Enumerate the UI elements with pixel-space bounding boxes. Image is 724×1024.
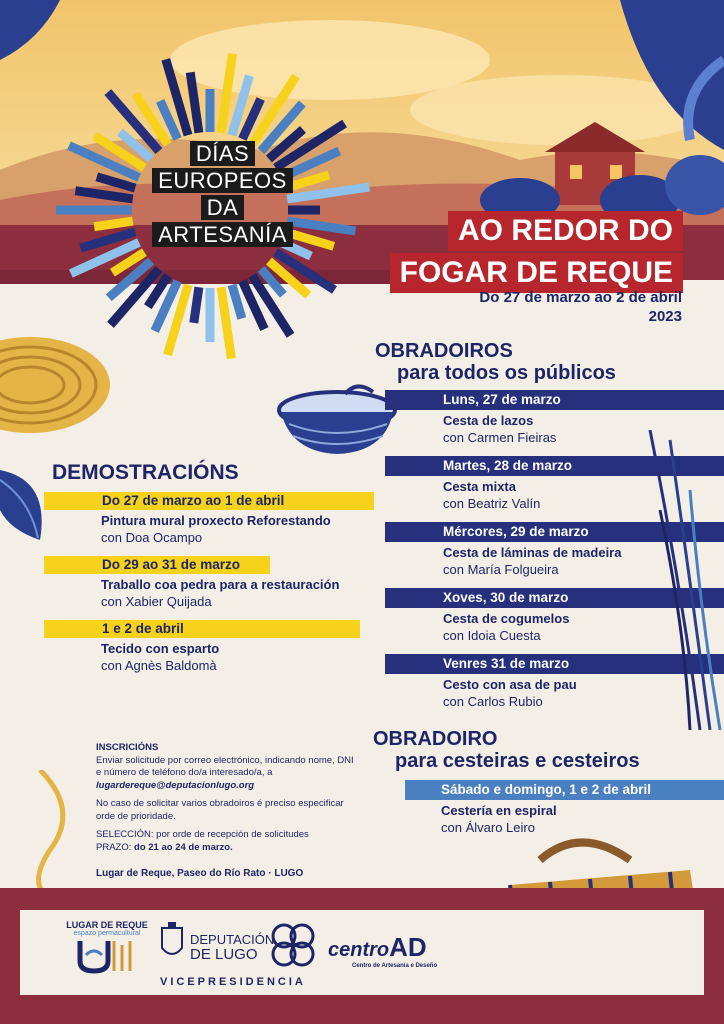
- registration-selection: SELECCIÓN: por orde de recepción de solicitudes: [96, 829, 309, 840]
- demonstration-title: Tecido con esparto: [101, 641, 220, 656]
- workshop-host: con María Folgueira: [443, 562, 559, 577]
- centro-word: centro: [328, 939, 390, 961]
- workshop-title: Cesta mixta: [443, 479, 516, 494]
- headline: [383, 210, 683, 294]
- burst-stripe: [221, 287, 231, 358]
- demonstration-list: [44, 492, 374, 674]
- burst-stripe: [221, 54, 232, 133]
- registration-priority: No caso de solicitar varios obradoiros é preciso especificar orde de prioridade.: [96, 798, 344, 822]
- registration-info: [96, 742, 361, 881]
- workshop-date: Venres 31 de marzo: [385, 654, 724, 674]
- deputacion-line-1: DEPUTACIÓN: [190, 932, 275, 947]
- registration-email[interactable]: lugardereque@deputacionlugo.org: [96, 779, 255, 791]
- deadline-value: do 21 ao 24 de marzo.: [134, 841, 233, 853]
- demonstration-date: Do 27 de marzo ao 1 de abril: [44, 492, 374, 510]
- burst-stripe: [94, 221, 133, 227]
- headline-line: FOGAR DE REQUE: [390, 253, 683, 293]
- centro-sub: Centro de Artesanía e Deseño: [352, 963, 438, 969]
- demonstration-date: 1 e 2 de abril: [44, 620, 360, 638]
- demonstration-item: [44, 556, 374, 610]
- workshop-title: Cesta de lazos: [443, 413, 534, 428]
- demonstration-host: con Xabier Quijada: [101, 594, 212, 609]
- burst-stripe: [75, 191, 132, 199]
- demonstration-title: Pintura mural proxecto Reforestando: [101, 513, 331, 528]
- workshop-host: con Idoia Cuesta: [443, 628, 541, 643]
- workshops-title: OBRADOIROS: [375, 340, 513, 362]
- basket-workshop-subheading: para cesteiras e cesteiros: [395, 750, 640, 772]
- registration-heading: INSCRICIÓNS: [96, 742, 159, 753]
- date-range-year: 2023: [648, 308, 682, 325]
- vicepresidencia: VICEPRESIDENCIA: [160, 976, 306, 988]
- basket-workshop-subtitle: Cestería en espiral: [441, 803, 557, 818]
- workshop-date: Mércores, 29 de marzo: [385, 522, 724, 542]
- workshop-host: con Carlos Rubio: [443, 694, 543, 709]
- basket-workshop-title: [373, 728, 640, 772]
- basket-workshop-heading: OBRADOIRO: [373, 728, 498, 750]
- workshop-date: Martes, 28 de marzo: [385, 456, 724, 476]
- demonstration-title: Traballo coa pedra para a restauración: [101, 577, 340, 592]
- demonstration-item: [44, 620, 374, 674]
- deputacion-line-2: DE LUGO: [190, 946, 258, 963]
- workshop-date: Xoves, 30 de marzo: [385, 588, 724, 608]
- reque-logo: [62, 920, 152, 980]
- deadline-label: PRAZO:: [96, 841, 132, 853]
- registration-text: [96, 755, 361, 793]
- reque-logo-mark: [72, 937, 142, 975]
- rope-coil-illustration: [0, 330, 110, 440]
- workshop-title: Cesto con asa de pau: [443, 677, 577, 692]
- burst-stripe: [97, 177, 135, 188]
- deputacion-knot-icon: [270, 922, 316, 968]
- venue: Lugar de Reque, Paseo do Río Rato · LUGO: [96, 868, 304, 879]
- headline-line: AO REDOR DO: [448, 211, 683, 251]
- event-title: [140, 140, 305, 248]
- demonstration-date: Do 29 ao 31 de marzo: [44, 556, 270, 574]
- coat-of-arms-icon: [158, 922, 186, 962]
- burst-stripe: [232, 285, 242, 319]
- demonstration-host: con Doa Ocampo: [101, 530, 203, 545]
- registration-deadline: [96, 842, 361, 855]
- event-title-line: DÍAS: [190, 141, 255, 166]
- workshops-public-title: [375, 340, 616, 384]
- workshop-host: con Carmen Fieiras: [443, 430, 557, 445]
- workshops-subtitle: para todos os públicos: [397, 362, 616, 384]
- reque-logo-sub: espazo permacultural: [73, 930, 141, 937]
- registration-instructions: Enviar solicitude por correo electrónico, indicando nome, DNI e número de teléfono do/a interesado/a, a: [96, 754, 354, 778]
- demonstration-item: [44, 492, 374, 546]
- workshop-title: Cesta de láminas de madeira: [443, 545, 622, 560]
- event-title-line: EUROPEOS: [152, 168, 293, 193]
- date-range: [400, 288, 682, 326]
- demonstrations-title: DEMOSTRACIÓNS: [52, 461, 239, 484]
- basket-workshop: [405, 780, 724, 836]
- event-title-line: DA: [201, 195, 245, 220]
- basket-workshop-date: Sábado e domingo, 1 e 2 de abril: [405, 780, 724, 800]
- reque-logo-title: LUGAR DE REQUE: [66, 920, 148, 930]
- burst-stripe: [194, 287, 199, 323]
- workshop-host: con Beatriz Valín: [443, 496, 541, 511]
- centro-ad: AD: [389, 932, 427, 962]
- event-title-line: ARTESANÍA: [152, 222, 293, 247]
- burst-stripe: [190, 72, 199, 132]
- workshop-title: Cesta de cogumelos: [443, 611, 570, 626]
- reeds-illustration: [640, 430, 724, 730]
- demonstration-host: con Agnès Baldomà: [101, 658, 217, 673]
- centro-ad-logo: [328, 932, 458, 969]
- basket-workshop-host: con Álvaro Leiro: [441, 820, 535, 835]
- date-range-text: Do 27 de marzo ao 2 de abril: [479, 289, 682, 306]
- rope-strand-illustration: [20, 770, 80, 900]
- workshop-date: Luns, 27 de marzo: [385, 390, 724, 410]
